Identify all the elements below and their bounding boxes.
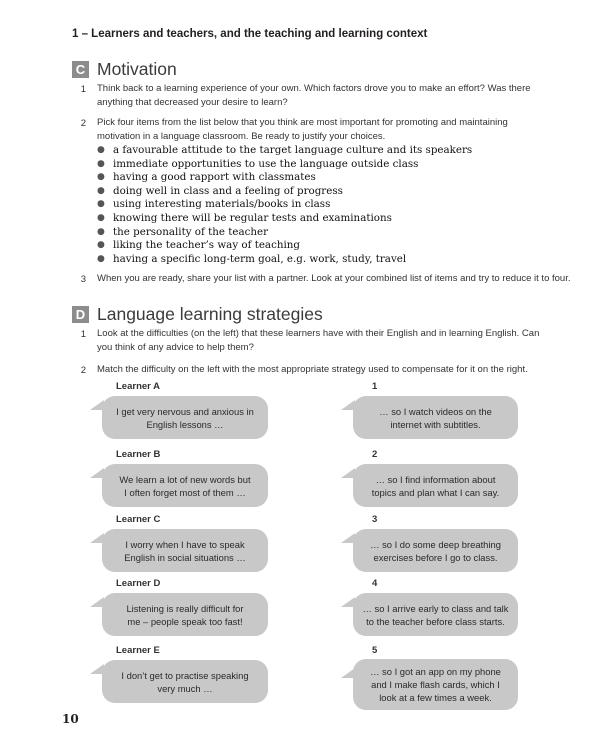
- strategy-4-bubble: … so I arrive early to class and talk to the teacher before class starts.: [353, 593, 518, 636]
- section-d-letter: D: [72, 306, 89, 323]
- strategy-1-number: 1: [372, 381, 378, 392]
- section-d-title: Language learning strategies: [97, 304, 323, 324]
- learner-b-label: Learner B: [116, 449, 161, 460]
- strategy-4-number: 4: [372, 578, 378, 589]
- strategy-3-number: 3: [372, 514, 378, 525]
- learner-e-label: Learner E: [116, 645, 160, 656]
- motivation-q1-line1: Think back to a learning experience of your own. Which factors drove you to make an effort? Was there: [97, 83, 531, 94]
- strategies-q1-line1: Look at the difficulties (on the left) that these learners have with their English and in learning English. Can: [97, 328, 540, 339]
- motivation-q2-line1: Pick four items from the list below that you think are most important for promoting and maintaining: [97, 117, 508, 128]
- list-item: ● doing well in class and a feeling of progress: [97, 184, 343, 197]
- bullet-icon: ●: [97, 185, 105, 196]
- bullet-icon: ●: [97, 212, 105, 223]
- strategies-q1-number: 1: [80, 329, 86, 340]
- list-item: ● a favourable attitude to the target language culture and its speakers: [97, 144, 473, 156]
- list-item: ● using interesting materials/books in class: [97, 198, 331, 211]
- motivation-q2-text: [97, 116, 508, 143]
- motivation-q1-line2: anything that decreased your desire to learn?: [97, 96, 288, 108]
- motivation-q2-number: 2: [80, 118, 86, 129]
- motivation-q2-line2: motivation in a language classroom. Be ready to justify your choices.: [97, 130, 386, 142]
- learner-a-label: Learner A: [116, 381, 160, 392]
- bullet-icon: ●: [97, 253, 105, 264]
- learner-c-label: Learner C: [116, 514, 161, 525]
- learner-d-bubble: Listening is really difficult for me – people speak too fast!: [102, 593, 268, 636]
- page-number: 10: [62, 712, 79, 726]
- bullet-icon: ●: [97, 145, 105, 155]
- learner-e-bubble: I don’t get to practise speaking very much …: [102, 660, 268, 703]
- chapter-heading: 1 – Learners and teachers, and the teaching and learning context: [72, 28, 428, 40]
- list-item: ● immediate opportunities to use the language outside class: [97, 157, 419, 170]
- bullet-icon: ●: [97, 158, 105, 169]
- strategy-3-bubble: … so I do some deep breathing exercises before I go to class.: [353, 529, 518, 572]
- motivation-q1-text: [97, 82, 531, 109]
- list-item: ● knowing there will be regular tests and examinations: [97, 211, 392, 224]
- bullet-icon: ●: [97, 172, 105, 183]
- strategies-q2-number: 2: [80, 365, 86, 376]
- learner-a-bubble: I get very nervous and anxious in English lessons …: [102, 396, 268, 439]
- learner-c-bubble: I worry when I have to speak English in social situations …: [102, 529, 268, 572]
- strategy-2-number: 2: [372, 449, 378, 460]
- strategies-q1-text: [97, 327, 539, 354]
- motivation-factor-list: [97, 144, 472, 266]
- list-item: ● having a specific long-term goal, e.g. work, study, travel: [97, 252, 407, 265]
- bullet-icon: ●: [97, 240, 105, 251]
- list-item: ● liking the teacher’s way of teaching: [97, 239, 300, 252]
- strategy-5-bubble: … so I got an app on my phone and I make flash cards, which I look at a few times a week.: [353, 659, 518, 710]
- list-item: ● the personality of the teacher: [97, 225, 269, 238]
- motivation-q1-number: 1: [80, 84, 86, 95]
- section-c-title: Motivation: [97, 59, 177, 79]
- motivation-q3-text: When you are ready, share your list with a partner. Look at your combined list of items and try to reduce it to four.: [97, 273, 571, 284]
- bullet-icon: ●: [97, 226, 105, 237]
- learner-d-label: Learner D: [116, 578, 161, 589]
- strategy-2-bubble: … so I find information about topics and plan what I can say.: [353, 464, 518, 507]
- motivation-q3-number: 3: [80, 274, 86, 285]
- strategy-5-number: 5: [372, 645, 378, 656]
- learner-b-bubble: We learn a lot of new words but I often forget most of them …: [102, 464, 268, 507]
- strategy-1-bubble: … so I watch videos on the internet with subtitles.: [353, 396, 518, 439]
- bullet-icon: ●: [97, 199, 105, 210]
- strategies-q2-text: Match the difficulty on the left with the most appropriate strategy used to compensate for it on the right.: [97, 364, 528, 375]
- strategies-q1-line2: you think of any advice to help them?: [97, 341, 254, 353]
- list-item: ● having a good rapport with classmates: [97, 171, 316, 184]
- section-c-letter: C: [72, 61, 89, 78]
